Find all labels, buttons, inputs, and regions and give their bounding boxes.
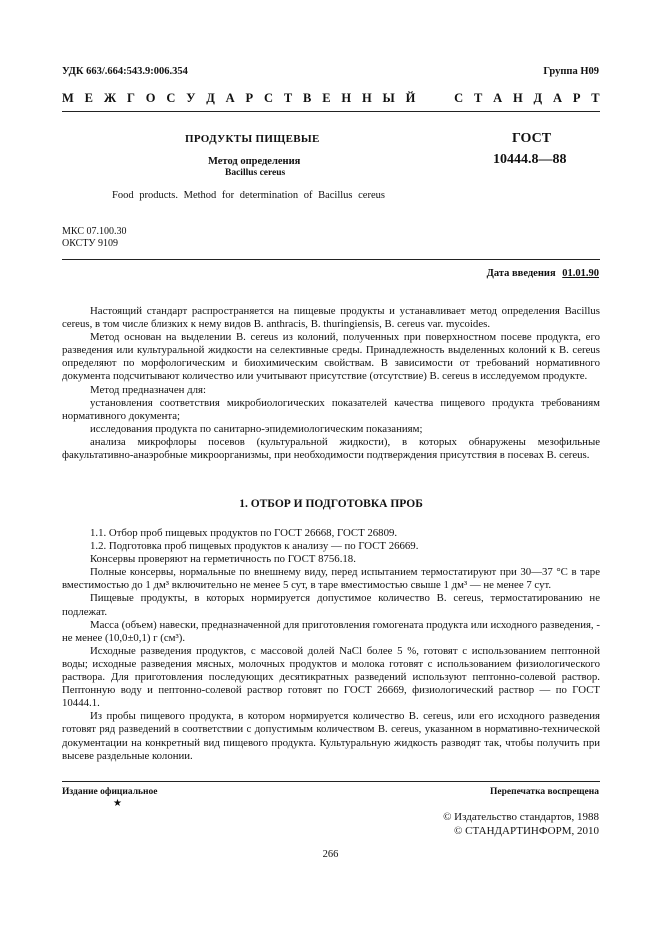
date-label: Дата введения bbox=[486, 268, 556, 279]
banner-letter: Н bbox=[341, 91, 352, 105]
banner-letter: У bbox=[186, 91, 196, 105]
official-edition-label: Издание официальное bbox=[62, 787, 158, 797]
copyright-line: © СТАНДАРТИНФОРМ, 2010 bbox=[454, 825, 599, 837]
okstu-code: ОКСТУ 9109 bbox=[62, 238, 119, 249]
intro-paragraph: Метод основан на выделении B. cereus из колоний, полученных при поверхностном посеве продукта, его разведения или культуральной жидкости на селективные среды. Принадлежность выделенных колоний к B. cereus определяют по морфологическим и биохимическим свойствам. В зависимости от требований нормативного документа подсчитывают количество или учитывают присутствие (отсутствие) B. cereus в исследуемом продукте. bbox=[62, 331, 600, 383]
english-title: Food products. Method for determination of Bacillus cereus bbox=[112, 190, 385, 201]
introduction-date bbox=[487, 268, 599, 279]
banner-letter: Д bbox=[206, 91, 215, 105]
banner-letter: Т bbox=[473, 91, 483, 105]
banner-letter: Т bbox=[283, 91, 293, 105]
banner-letter: Ы bbox=[382, 91, 395, 105]
gost-number: 10444.8—88 bbox=[493, 152, 567, 167]
intro-text bbox=[62, 305, 600, 462]
banner-letter bbox=[426, 91, 429, 106]
standard-subtitle: Метод определения bbox=[208, 156, 301, 167]
banner-letter: С bbox=[264, 91, 274, 105]
section-paragraph: Из пробы пищевого продукта, в котором нормируется количество B. cereus, или его исходного разведения готовят ряд разведений в соответствии с допустимым количеством B. cereus, указанном в нормативно-технической документации на конкретный вид пищевого продукта. Культуральную жидкость разводят так, чтобы получить при высеве раздельные колонии. bbox=[62, 710, 600, 762]
section-heading: 1. ОТБОР И ПОДГОТОВКА ПРОБ bbox=[239, 498, 423, 510]
banner-letter: Й bbox=[405, 91, 416, 105]
banner-letter: Е bbox=[322, 91, 331, 105]
intro-paragraph: исследования продукта по санитарно-эпидемиологическим показаниям; bbox=[90, 422, 423, 435]
group-code: Группа Н09 bbox=[543, 66, 599, 77]
classification-codes bbox=[62, 226, 126, 250]
reprint-prohibited-label: Перепечатка воспрещена bbox=[489, 787, 599, 797]
banner-letter: С bbox=[454, 91, 464, 105]
banner-letter: Г bbox=[127, 91, 135, 105]
intro-paragraph: Настоящий стандарт распространяется на пищевые продукты и устанавливает метод определения Bacillus cereus, в том числе близких к нему видов B. anthracis, B. thuringiensis, B. cereus var. mycoides. bbox=[62, 305, 600, 331]
banner-letter bbox=[440, 91, 443, 106]
page-number: 266 bbox=[322, 849, 339, 860]
footer-rule bbox=[62, 781, 600, 782]
header-rule bbox=[62, 111, 600, 112]
organism-name: Bacillus cereus bbox=[225, 168, 286, 178]
banner-letter: Р bbox=[572, 91, 581, 105]
section-paragraph: 1.2. Подготовка проб пищевых продуктов к анализу — по ГОСТ 26669. bbox=[90, 540, 419, 553]
section-paragraph: 1.1. Отбор проб пищевых продуктов по ГОСТ 26668, ГОСТ 26809. bbox=[90, 527, 398, 539]
banner-letter: Ж bbox=[103, 91, 117, 105]
banner-letter: О bbox=[145, 91, 156, 105]
banner-letter: А bbox=[493, 91, 503, 105]
date-top-rule bbox=[62, 259, 600, 260]
banner-letter: С bbox=[166, 91, 176, 105]
section-paragraph: Консервы проверяют на герметичность по ГОСТ 8756.18. bbox=[90, 553, 356, 566]
udk-code: УДК 663/.664:543.9:006.354 bbox=[62, 66, 188, 77]
copyright-line: © Издательство стандартов, 1988 bbox=[443, 811, 599, 823]
interstate-standard-banner bbox=[62, 91, 600, 106]
star-icon: ★ bbox=[113, 798, 122, 809]
section-paragraph: Пищевые продукты, в которых нормируется допустимое количество B. cereus, термостатированию не подлежат. bbox=[62, 592, 600, 618]
banner-letter: Н bbox=[512, 91, 523, 105]
section-paragraph: Полные консервы, нормальные по внешнему виду, перед испытанием термостатируют при 30—37 °С в таре вместимостью до 1 дм³ включительно не менее 5 сут, в таре вместимостью свыше 1 дм³ — не менее 7 сут. bbox=[62, 566, 600, 592]
section-paragraph: Исходные разведения продуктов, с массовой долей NaCl более 5 %, готовят с использованием пептонной воды; исходные разведения мясных, молочных продуктов и молока готовят с использованием физиологического раствора. Для приготовления последующих десятикратных разведений используют пептонно-солевой раствор. Пептонную воду и пептонно-солевой раствор готовят по ГОСТ 26669, физиологический раствор — по ГОСТ 10444.1. bbox=[62, 644, 600, 710]
section-text bbox=[62, 527, 600, 763]
banner-letter: М bbox=[62, 91, 74, 105]
standard-title: ПРОДУКТЫ ПИЩЕВЫЕ bbox=[185, 133, 320, 145]
mks-code: МКС 07.100.30 bbox=[62, 226, 127, 237]
section-paragraph: Масса (объем) навески, предназначенной для приготовления гомогената продукта или исходного разведения, - не менее (10,0±0,1) г (см³). bbox=[62, 618, 600, 644]
banner-letter: В bbox=[303, 91, 312, 105]
banner-letter: А bbox=[552, 91, 562, 105]
banner-letter: Д bbox=[533, 91, 543, 105]
intro-paragraph: установления соответствия микробиологических показателей качества пищевого продукта требованиям нормативного документа; bbox=[62, 396, 600, 422]
banner-letter: Т bbox=[591, 91, 600, 105]
banner-letter: А bbox=[225, 91, 235, 105]
date-value: 01.01.90 bbox=[562, 268, 599, 279]
gost-label: ГОСТ bbox=[512, 131, 552, 146]
intro-paragraph: анализа микрофлоры посевов (культуральной жидкости), в которых обнаружены мезофильные факультативно-анаэробные микроорганизмы, при необходимости подтверждения присутствия в посевах B. cereus. bbox=[62, 435, 600, 462]
banner-letter: Н bbox=[361, 91, 372, 105]
banner-letter: Р bbox=[245, 91, 254, 105]
banner-letter: Е bbox=[84, 91, 93, 105]
intro-paragraph: Метод предназначен для: bbox=[90, 383, 206, 396]
